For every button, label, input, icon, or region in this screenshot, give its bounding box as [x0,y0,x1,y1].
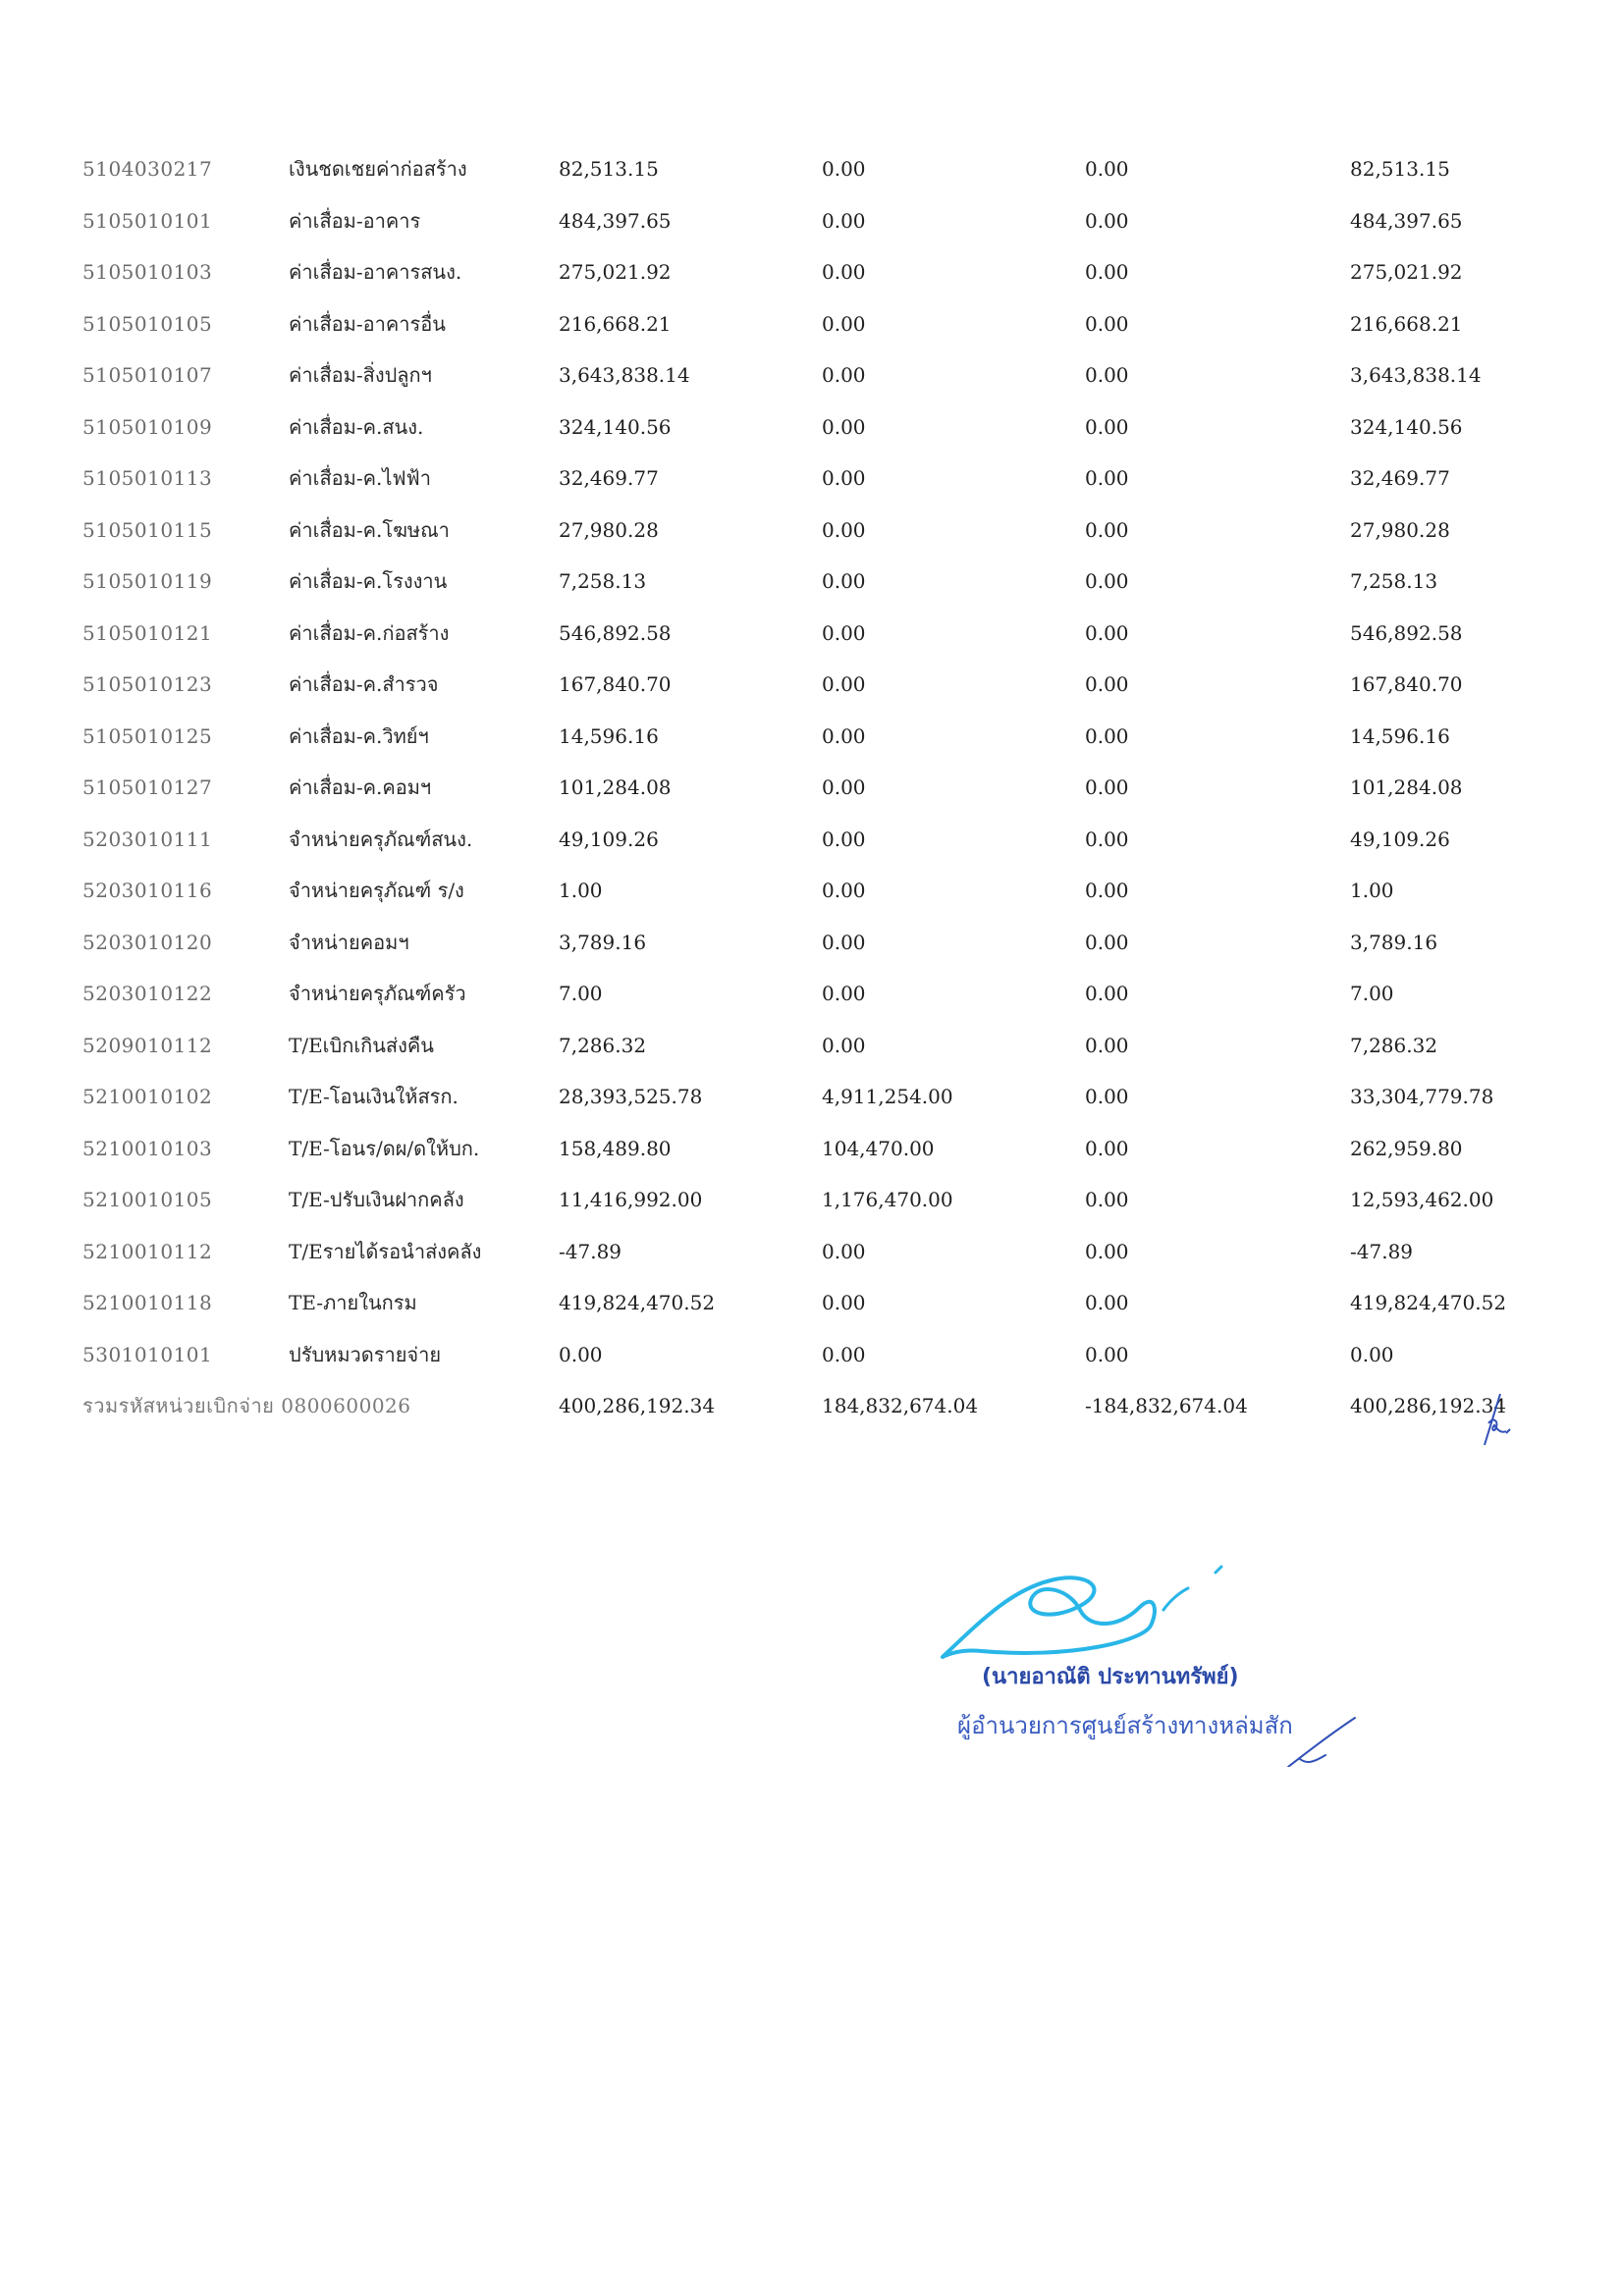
account-code: 5105010107 [82,363,213,388]
debit-amount: 0.00 [822,982,866,1006]
ending-balance: 7,258.13 [1350,569,1438,594]
table-row [82,349,1516,401]
table-row [82,1226,1516,1278]
credit-amount: 0.00 [1085,1188,1129,1212]
table-row [82,968,1516,1020]
opening-balance: 3,789.16 [559,930,647,954]
credit-amount: 0.00 [1085,775,1129,800]
ending-balance: 33,304,779.78 [1350,1085,1494,1109]
account-code: 5210010112 [82,1239,213,1263]
debit-amount: 0.00 [822,466,866,491]
signer-title: ผู้อำนวยการศูนย์สร้างทางหล่มสัก [957,1712,1293,1739]
ending-balance: 1.00 [1350,879,1394,903]
table-row [82,401,1516,454]
account-name: ค่าเสื่อม-ค.ก่อสร้าง [289,620,450,645]
debit-amount: 4,911,254.00 [822,1085,953,1109]
debit-amount: 0.00 [822,930,866,954]
account-code: 5105010123 [82,672,213,697]
opening-balance: 82,513.15 [559,157,659,182]
opening-balance: 216,668.21 [559,311,672,336]
account-code: 5105010101 [82,208,213,233]
debit-amount: 0.00 [822,1033,866,1057]
debit-amount: 0.00 [822,1342,866,1366]
ledger-table [82,143,1516,1432]
opening-balance: 419,824,470.52 [559,1291,716,1315]
ending-balance: 419,824,470.52 [1350,1291,1507,1315]
table-row [82,1123,1516,1175]
opening-balance: 546,892.58 [559,620,672,645]
debit-amount: 0.00 [822,1239,866,1263]
debit-amount: 0.00 [822,260,866,285]
table-row [82,246,1516,298]
account-code: 5105010121 [82,620,213,645]
ending-balance: 14,596.16 [1350,723,1450,748]
credit-amount: 0.00 [1085,1342,1129,1366]
debit-amount: 0.00 [822,672,866,697]
debit-amount: 0.00 [822,157,866,182]
table-row [82,711,1516,763]
debit-amount: 0.00 [822,569,866,594]
account-name: T/Eเบิกเกินส่งคืน [289,1033,434,1057]
debit-amount: 0.00 [822,311,866,336]
total-opening-balance: 400,286,192.34 [559,1394,716,1418]
debit-amount: 0.00 [822,363,866,388]
credit-amount: 0.00 [1085,982,1129,1006]
table-row [82,608,1516,660]
account-code: 5105010103 [82,260,213,285]
account-code: 5105010119 [82,569,213,594]
debit-amount: 0.00 [822,775,866,800]
debit-amount: 0.00 [822,879,866,903]
account-name: T/E-โอนร/ดผ/ดให้บก. [289,1136,480,1160]
ending-balance: 101,284.08 [1350,775,1463,800]
credit-amount: 0.00 [1085,260,1129,285]
table-row [82,659,1516,711]
debit-amount: 0.00 [822,827,866,851]
account-name: T/E-โอนเงินให้สรก. [289,1085,459,1109]
credit-amount: 0.00 [1085,414,1129,439]
table-row [82,762,1516,814]
account-name: จำหน่ายครุภัณฑ์ครัว [289,982,466,1006]
table-row [82,1071,1516,1123]
opening-balance: 27,980.28 [559,517,659,542]
account-code: 5203010122 [82,982,213,1006]
total-label: รวมรหัสหน่วยเบิกจ่าย 0800600026 [82,1394,411,1418]
credit-amount: 0.00 [1085,1033,1129,1057]
credit-amount: 0.00 [1085,208,1129,233]
ending-balance: 7,286.32 [1350,1033,1438,1057]
opening-balance: 158,489.80 [559,1136,672,1160]
account-code: 5105010127 [82,775,213,800]
account-code: 5105010113 [82,466,213,491]
debit-amount: 0.00 [822,517,866,542]
credit-amount: 0.00 [1085,620,1129,645]
opening-balance: 1.00 [559,879,603,903]
credit-amount: 0.00 [1085,517,1129,542]
opening-balance: 7,286.32 [559,1033,647,1057]
opening-balance: 484,397.65 [559,208,672,233]
credit-amount: 0.00 [1085,311,1129,336]
credit-amount: 0.00 [1085,157,1129,182]
opening-balance: 167,840.70 [559,672,672,697]
account-name: จำหน่ายครุภัณฑ์สนง. [289,827,473,851]
opening-balance: 101,284.08 [559,775,672,800]
account-name: ค่าเสื่อม-ค.สนง. [289,414,424,439]
ending-balance: 275,021.92 [1350,260,1463,285]
opening-balance: 11,416,992.00 [559,1188,703,1212]
table-row [82,917,1516,969]
debit-amount: 0.00 [822,723,866,748]
ending-balance: 49,109.26 [1350,827,1450,851]
credit-amount: 0.00 [1085,1291,1129,1315]
table-row [82,505,1516,557]
credit-amount: 0.00 [1085,827,1129,851]
credit-amount: 0.00 [1085,723,1129,748]
account-name: ค่าเสื่อม-ค.โรงงาน [289,569,448,594]
total-row [82,1380,1516,1432]
opening-balance: 7,258.13 [559,569,647,594]
table-row [82,453,1516,505]
opening-balance: 32,469.77 [559,466,659,491]
account-code: 5210010102 [82,1085,213,1109]
total-ending-balance: 400,286,192.34 [1350,1394,1507,1418]
debit-amount: 1,176,470.00 [822,1188,953,1212]
account-code: 5105010125 [82,723,213,748]
account-code: 5203010120 [82,930,213,954]
total-credit: -184,832,674.04 [1085,1394,1248,1418]
account-name: ค่าเสื่อม-อาคาร [289,208,421,233]
ending-balance: 3,643,838.14 [1350,363,1482,388]
signer-name: (นายอาณัติ ประทานทรัพย์) [982,1665,1239,1689]
account-name: T/E-ปรับเงินฝากคลัง [289,1188,464,1212]
account-name: ค่าเสื่อม-อาคารสนง. [289,260,462,285]
table-row [82,1277,1516,1329]
ending-balance: 546,892.58 [1350,620,1463,645]
account-name: ค่าเสื่อม-ค.คอมฯ [289,775,432,800]
opening-balance: 0.00 [559,1342,603,1366]
table-row [82,143,1516,195]
ending-balance: 0.00 [1350,1342,1394,1366]
account-name: ค่าเสื่อม-สิ่งปลูกฯ [289,363,432,388]
account-name: ค่าเสื่อม-ค.โฆษณา [289,517,450,542]
ending-balance: 82,513.15 [1350,157,1450,182]
account-name: T/Eรายได้รอนำส่งคลัง [289,1239,482,1263]
total-debit: 184,832,674.04 [822,1394,979,1418]
account-code: 5203010116 [82,879,213,903]
account-code: 5105010109 [82,414,213,439]
table-row [82,298,1516,350]
opening-balance: 324,140.56 [559,414,672,439]
ending-balance: -47.89 [1350,1239,1414,1263]
credit-amount: 0.00 [1085,1085,1129,1109]
account-name: จำหน่ายครุภัณฑ์ ร/ง [289,879,464,903]
account-name: ค่าเสื่อม-ค.สำรวจ [289,672,439,697]
opening-balance: 14,596.16 [559,723,659,748]
account-name: ค่าเสื่อม-อาคารอื่น [289,311,446,336]
account-name: ปรับหมวดรายจ่าย [289,1342,442,1366]
credit-amount: 0.00 [1085,672,1129,697]
initial-mark [1471,1390,1530,1449]
account-code: 5301010101 [82,1342,213,1366]
opening-balance: 49,109.26 [559,827,659,851]
opening-balance: 3,643,838.14 [559,363,690,388]
account-name: จำหน่ายคอมฯ [289,930,409,954]
opening-balance: -47.89 [559,1239,622,1263]
ledger-body [82,143,1516,1432]
credit-amount: 0.00 [1085,930,1129,954]
ending-balance: 7.00 [1350,982,1394,1006]
credit-amount: 0.00 [1085,1136,1129,1160]
ending-balance: 167,840.70 [1350,672,1463,697]
debit-amount: 0.00 [822,1291,866,1315]
account-code: 5209010112 [82,1033,213,1057]
account-code: 5203010111 [82,827,213,851]
table-row [82,865,1516,917]
debit-amount: 0.00 [822,620,866,645]
ending-balance: 324,140.56 [1350,414,1463,439]
account-code: 5210010105 [82,1188,213,1212]
debit-amount: 0.00 [822,208,866,233]
table-row [82,1174,1516,1226]
ending-balance: 32,469.77 [1350,466,1450,491]
ending-balance: 27,980.28 [1350,517,1450,542]
ending-balance: 12,593,462.00 [1350,1188,1494,1212]
table-row [82,556,1516,608]
credit-amount: 0.00 [1085,569,1129,594]
account-code: 5210010118 [82,1291,213,1315]
table-row [82,814,1516,866]
opening-balance: 7.00 [559,982,603,1006]
credit-amount: 0.00 [1085,879,1129,903]
table-row [82,1020,1516,1072]
ending-balance: 484,397.65 [1350,208,1463,233]
opening-balance: 28,393,525.78 [559,1085,703,1109]
account-code: 5105010115 [82,517,213,542]
ending-balance: 3,789.16 [1350,930,1438,954]
credit-amount: 0.00 [1085,466,1129,491]
account-name: ค่าเสื่อม-ค.วิทย์ฯ [289,723,429,748]
table-row [82,195,1516,247]
account-name: เงินชดเชยค่าก่อสร้าง [289,157,467,182]
account-name: TE-ภายในกรม [289,1291,417,1315]
credit-amount: 0.00 [1085,1239,1129,1263]
account-code: 5104030217 [82,157,213,182]
ending-balance: 262,959.80 [1350,1136,1463,1160]
account-code: 5210010103 [82,1136,213,1160]
debit-amount: 0.00 [822,414,866,439]
account-name: ค่าเสื่อม-ค.ไฟฟ้า [289,466,431,491]
account-code: 5105010105 [82,311,213,336]
opening-balance: 275,021.92 [559,260,672,285]
credit-amount: 0.00 [1085,363,1129,388]
debit-amount: 104,470.00 [822,1136,935,1160]
table-row [82,1329,1516,1381]
ending-balance: 216,668.21 [1350,311,1463,336]
